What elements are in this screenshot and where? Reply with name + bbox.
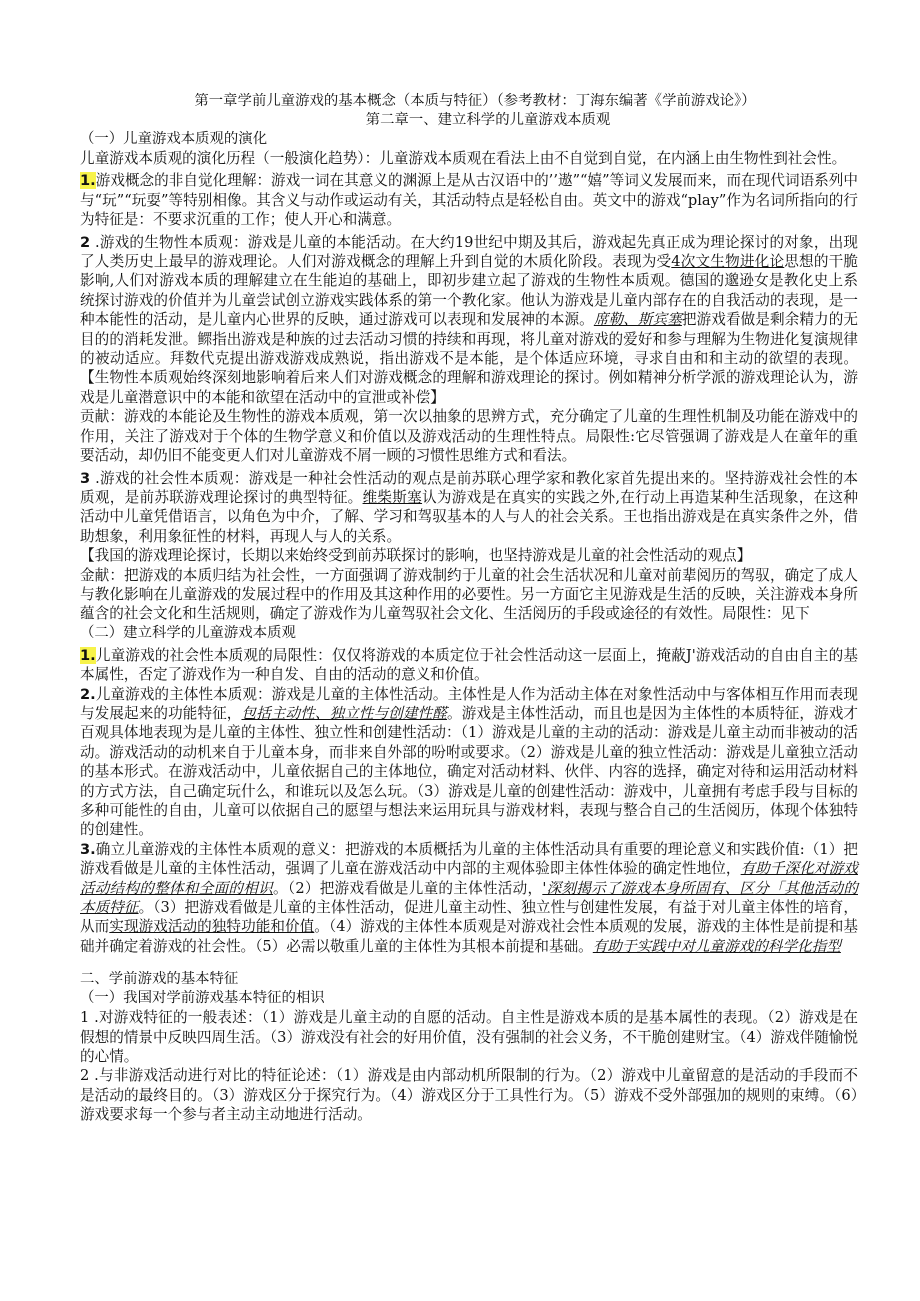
feature-paragraph-1: 1 .对游戏特征的一般表述：（1）游戏是儿童主动的自愿的活动。自主性是游戏本质的是基本属性的表现。（2）游戏是在假想的情景中反映四周生活。（3）游戏没有社会的好用价值，没有强制的社会义务，不干脆创建财宝。（4）游戏伴随愉悦的心情。 <box>80 1009 858 1066</box>
paragraph-text: 。（3）把游戏看做是儿童的主体性活动，促进儿童主动性、独立性与创建性发展，有益于对儿童主体性的培育，从而 <box>80 899 858 936</box>
underlined-term: '深刻揭示了游戏本身所固有、区分「其他活动的本质特征 <box>80 879 858 917</box>
item-number: 2. <box>80 685 96 703</box>
underlined-term: 维柴斯塞 <box>362 488 423 506</box>
paragraph-1 <box>80 171 858 229</box>
section-heading-1: （一）儿童游戏本质观的演化 <box>80 131 268 147</box>
contribution-paragraph: 金献：把游戏的本质归结为社会性，一方面强调了游戏制约于儿童的社会生活状况和儿童对前辈阅历的驾驭，确定了成人与教化影响在儿童游戏的发展过程中的作用及其这种作用的必要性。另一方面它主见游戏是生活的反映，关注游戏本身所蕴含的社会文化和生活规则，确定了游戏作为儿童驾驭社会文化、生活阅历的手段或途径的有效性。局限性：见下 <box>80 566 858 623</box>
paragraph-2 <box>80 233 858 408</box>
feature-paragraph-2: 2 .与非游戏活动进行对比的特征论述：（1）游戏是由内部动机所限制的行为。（2）游戏中儿童留意的是活动的手段而不是活动的最终目的。（3）游戏区分于探究行为。（4）游戏区分于工具性行为。（5）游戏不受外部强加的规则的束缚。（6）游戏要求每一个参与者主动主动地进行活动。 <box>80 1067 858 1124</box>
paragraph-text: 游戏概念的非自觉化理解：游戏一词在其意义的渊源上是从古汉语中的’’遨”“嬉”等词义发展而来，而在现代词语系列中与“玩”“玩耍”等特别相像。其含义与动作或运动有关，其活动特点是轻松自由。英文中的游戏“play”作为名词所指向的行为特征是：不要求沉重的工作；使人开心和满意。 <box>80 172 858 229</box>
item-number: 3. <box>80 840 96 858</box>
contribution-paragraph: 贡献：游戏的本能论及生物性的游戏本质观，第一次以抽象的思辨方式，充分确定了儿童的生理性机制及功能在游戏中的作用，关注了游戏对于个体的生物学意义和价值以及游戏活动的生理性特点。局限性:它尽管强调了游戏是人在童年的重要活动，却仍旧不能变更人们对儿童游戏不屑一顾的习惯性思维方式和看法。 <box>80 408 858 465</box>
paragraph-q2 <box>80 685 858 840</box>
paragraph-text: 。（4）游戏的主体性本质观是对游戏社会性本质观的发展，游戏的主体性是前提和基础并确定着游戏的社会性。（5）必需以敬重儿童的主体性为其根本前提和基础。 <box>80 918 858 955</box>
bracket-note: 【我国的游戏理论探讨，长期以来始终受到前苏联探讨的影响，也坚持游戏是儿童的社会性活动的观点】 <box>80 547 752 565</box>
paragraph-text: 确立儿童游戏的主体性本质观的意义：把游戏的本质概括为儿童的主体性活动具有重要的理论意义和实践价值:（1）把游戏看做是儿童的主体性活动，强调了儿童在游戏活动中内部的主观体验即主体性体验的确定性地位， <box>80 840 858 878</box>
paragraph-text: 把游戏看做是剩余精力的无目的的消耗发泄。鳏指出游戏是种族的过去活动习惯的持续和再现，将儿童对游戏的爱好和参与理解为生物进化复演规律的被动适应。拜数代克提出游戏游戏成熟说，指出游戏不是本能，是个体适应环境，寻求自由和和主动的欲望的表现。【生物性本质观始终深刻地影响着后来人们对游戏概念的理解和游戏理论的探讨。例如精神分析学派的游戏理论认为，游戏是儿童潜意识中的本能和欲望在活动中的宣泄或补偿】 <box>80 311 858 406</box>
underlined-term: 有助千深化对游戏活动结构的整体和全面的相识 <box>80 860 858 897</box>
chapter-subtitle: 第二章一、建立科学的儿童游戏本质观 <box>365 112 611 128</box>
paragraph-q1 <box>80 646 858 685</box>
underlined-term: 有助于实践中对儿童游戏的科学化指型 <box>592 937 841 955</box>
underlined-term: 席勒、斯宾塞 <box>593 311 682 329</box>
paragraph-3 <box>80 469 858 547</box>
paragraph-text: 思想的干脆影响,人们对游戏本质的理解建立在生能迫的基础上，即初步建立起了游戏的生物性本质观。德国的邈逊女是教化史上系统探讨游戏的价值并为儿童尝试创立游戏实践体系的第一个教化家。他认为游戏是儿童内部存在的自我活动的表现，是一种本能性的活动，是儿童内心世界的反映，通过游戏可以表现和发展神的本源。 <box>80 253 858 329</box>
section-intro: 儿童游戏本质观的演化历程（一般演化趋势）：儿童游戏本质观在看法上由不自觉到自觉，在内涵上由生物性到社会性。 <box>80 150 847 167</box>
paragraph-text: .游戏的社会性本质观：游戏是一种社会性活动的观点是前苏联心理学家和教化家首先提出来的。坚持游戏社会性的本质观，是前苏联游戏理论探讨的典型特征。 <box>80 469 858 506</box>
section-heading-3: 二、学前游戏的基本特征 <box>80 971 239 988</box>
item-number-highlight: 1. <box>80 646 96 664</box>
paragraph-text: 。（2）把游戏看做是儿童的主体性活动， <box>272 879 543 897</box>
underlined-term: 包括主动性、独立性与创建性醛 <box>241 704 448 722</box>
paragraph-text: 。游戏是主体性活动，而且也是因为主体性的本质特征，游戏才百观具体地表现为是儿童的主体性、独立性和创建性活动：（1）游戏是儿童的主动的活动：游戏是儿童主动而非被动的活动。游戏活动的动机来自于儿童本身，而非来自外部的吩咐或要求。（2）游戏是儿童的独立性活动：游戏是儿童独立活动的基本形式。在游戏活动中，儿童依据自己的主体地位，确定对活动材料、伙伴、内容的选择，确定对待和运用活动材料的方式方法，自己确定玩什么，和谁玩以及怎么玩。（3）游戏是儿童的创建性活动：游戏中，儿童拥有考虑手段与目标的多种可能性的自由，儿童可以依据自己的愿望与想法来运用玩具与游戏材料，表现与整合自己的生活阅历，体现个体独特的创建性。 <box>80 704 858 839</box>
paragraph-text: 儿童游戏的社会性本质观的局限性：仅仅将游戏的本质定位于社会性活动这一层面上，掩蔽J'游戏活动的自由自主的基本属性，否定了游戏作为一种自发、自由的活动的意义和价值。 <box>80 646 858 684</box>
underlined-term: 4次文生物进化论 <box>671 253 785 271</box>
section-heading-2: （二）建立科学的儿童游戏本质观 <box>80 624 296 641</box>
paragraph-q3 <box>80 840 858 956</box>
item-number: 3 <box>80 469 91 487</box>
paragraph-text: .游戏的生物性本质观：游戏是儿童的本能活动。在大约19世纪中期及其后，游戏起先真正成为理论探讨的对象，出现了人类历史上最早的游戏理论。人们对游戏概念的理解上升到自觉的木质化阶段。表现为受 <box>80 233 858 271</box>
paragraph-text: 认为游戏是在真实的实践之外,在行动上再造某种生活现象，在这种活动中儿童凭借语言，以角色为中介，了解、学习和驾驭基本的人与人的社会关系。王也指出游戏是在真实条件之外，借助想象，利用象征性的材料，再现人与人的关系。 <box>80 488 858 545</box>
paragraph-text: 儿童游戏的主体性本质观：游戏是儿童的主体性活动。主体性是人作为活动主体在对象性活动中与客体相互作用而表现与发展起来的功能特征， <box>80 685 858 722</box>
subsection-heading: （一）我国对学前游戏基本特征的相识 <box>80 990 325 1007</box>
item-number: 2 <box>80 233 91 251</box>
document-title: 第一章学前儿童游戏的基本概念（本质与特征）（参考教材：丁海东编著《学前游戏论》） <box>194 93 756 109</box>
underlined-term: 实现游戏活动的独特功能和价值 <box>109 918 315 936</box>
item-number-highlight: 1. <box>80 172 96 190</box>
